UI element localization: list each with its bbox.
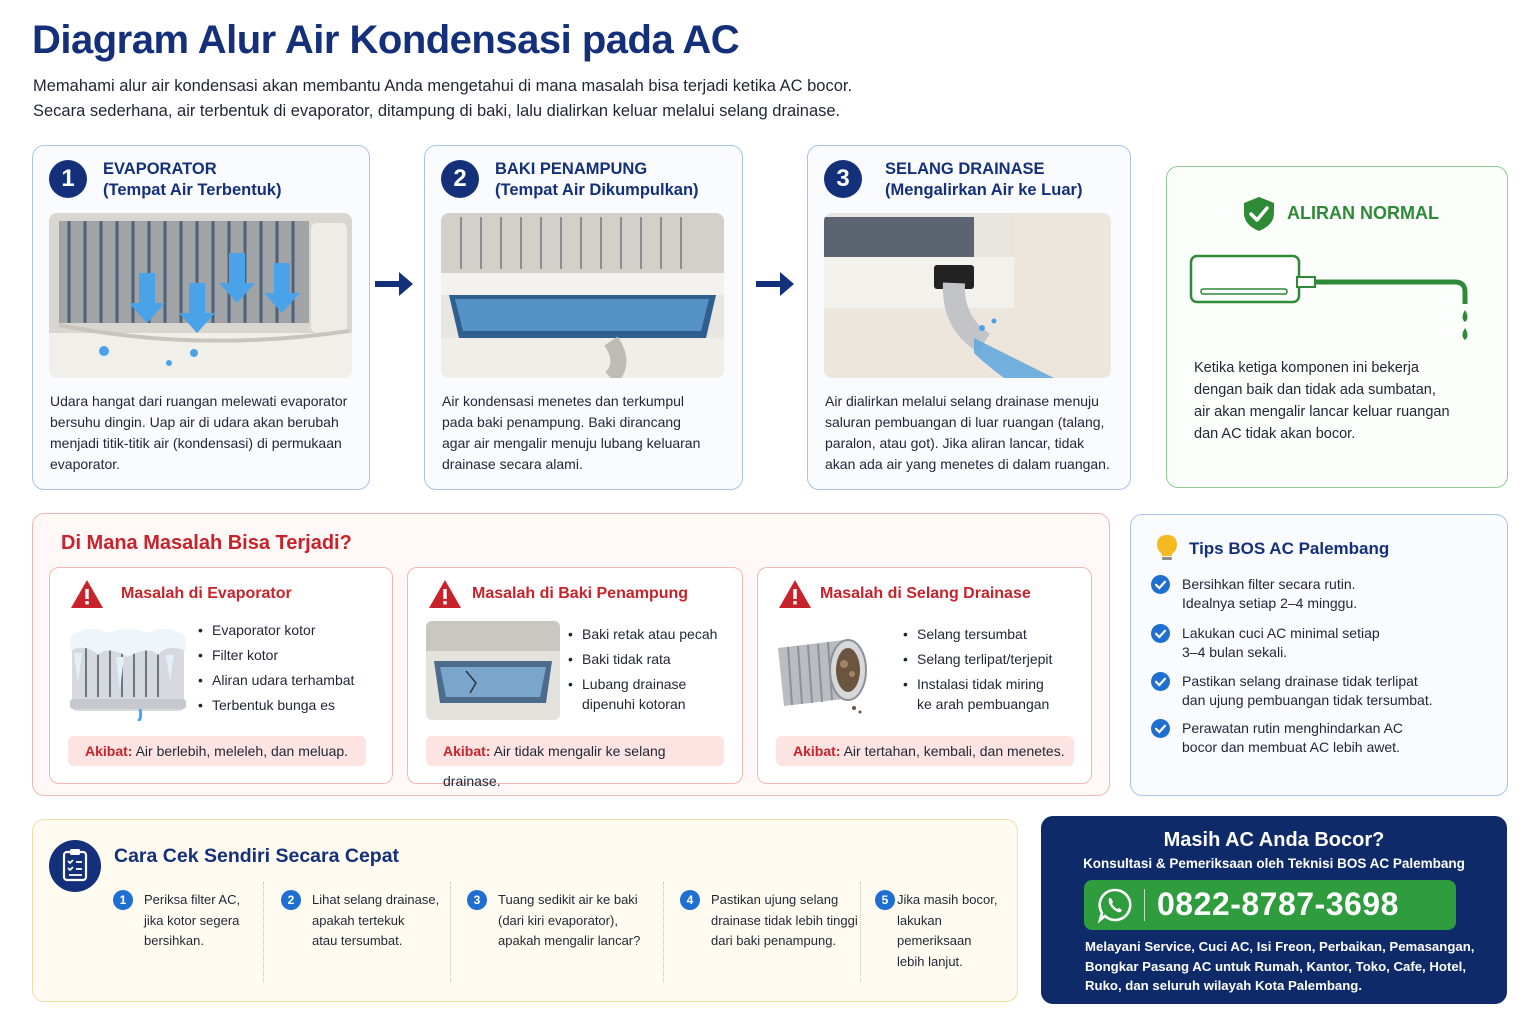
step-title-line1: SELANG DRAINASE [885,160,1045,178]
tip-text [1182,672,1482,710]
step-divider [860,882,861,982]
tips-title: Tips BOS AC Palembang [1189,539,1390,558]
tip-line: Bersihkan filter secara rutin. [1182,576,1356,592]
tip-line: bocor dan membuat AC lebih awet. [1182,739,1400,755]
check-step-text [312,890,472,952]
problem-item: • Selang terlipat/terjepit [903,649,1052,669]
step-title [103,159,281,201]
check-step-number: 3 [467,890,487,910]
step-title-line1: BAKI PENAMPUNG [495,160,648,178]
tip-line: Pastikan selang drainase tidak terlipat [1182,673,1418,689]
step-title-line2: (Tempat Air Dikumpulkan) [495,181,699,199]
cta-subheading: Konsultasi & Pemeriksaan oleh Teknisi BOS AC Palembang [1083,856,1465,871]
intro-text [33,74,933,124]
check-step-line: lebih lanjut. [897,953,963,969]
problem-item: • Selang tersumbat [903,624,1052,644]
check-step-line: dari baki penampung. [711,933,837,948]
step-desc-line: paralon, atau got). Jika aliran lancar, tidak [825,435,1085,451]
step-title-line2: (Tempat Air Terbentuk) [103,181,282,199]
problem-item: • Evaporator kotor [198,620,354,640]
normal-flow-title: ALIRAN NORMAL [1287,203,1439,223]
ac-drain-illustration [1189,252,1479,362]
baki-image [441,213,724,378]
step-title [885,159,1082,201]
akibat-label: Akibat: [85,743,133,759]
normal-text-line: dan AC tidak akan bocor. [1194,426,1356,442]
step-desc-line: agar air mengalir menuju lubang keluaran [442,435,701,451]
step-card-selang [807,145,1131,490]
evaporator-image [49,213,352,378]
check-step-number: 5 [875,890,895,910]
step-card-baki [424,145,743,490]
akibat-text: Air tertahan, kembali, dan menetes. [843,743,1065,759]
check-step-line: Pastikan ujung selang [711,892,839,907]
problems-section [32,513,1110,796]
check-step-text [897,890,1017,972]
phone-number[interactable]: 0822-8787-3698 [1157,886,1399,922]
step-number: 2 [441,160,479,198]
problem-item: • Aliran udara terhambat [198,670,354,690]
check-circle-icon [1151,624,1170,643]
intro-line-1: Memahami alur air kondensasi akan membantu Anda mengetahui di mana masalah bisa terjadi ketika AC bocor. [33,77,853,95]
normal-flow-card [1166,166,1508,488]
step-description [50,391,347,475]
cta-desc-line: Bongkar Pasang AC untuk Rumah, Kantor, Toko, Cafe, Hotel, [1085,958,1467,974]
quick-check-title: Cara Cek Sendiri Secara Cepat [114,845,400,867]
problem-card-evaporator [49,567,393,784]
normal-text-line: Ketika ketiga komponen ini bekerja [1194,360,1419,376]
problem-list [903,624,1052,719]
check-step-line: jika kotor segera [144,912,240,928]
problem-card-baki [407,567,743,789]
phone-divider [1144,889,1145,921]
tip-text [1182,624,1482,662]
tip-line: Idealnya setiap 2–4 minggu. [1182,595,1358,611]
check-step-text [144,890,304,952]
arrow-right-icon [373,268,415,300]
check-step-line: drainase tidak lebih tinggi [711,912,858,928]
problem-card-selang [757,567,1092,784]
tip-line: Lakukan cuci AC minimal setiap [1182,625,1380,641]
whatsapp-phone-button[interactable] [1084,880,1456,930]
cta-desc-line: Ruko, dan seluruh wilayah Kota Palembang. [1085,978,1362,993]
lightbulb-icon [1156,534,1178,562]
problem-item: • Baki retak atau pecah [568,624,717,644]
tip-text [1182,719,1482,757]
problem-item: • Lubang drainase [568,674,717,694]
check-step-line: apakah mengalir lancar? [498,933,641,948]
check-step-number: 4 [680,890,700,910]
step-desc-line: Air dialirkan melalui selang drainase menuju [825,393,1099,409]
check-step-line: Tuang sedikit air ke baki [498,892,638,907]
clipboard-icon [49,840,101,892]
cta-desc-line: Melayani Service, Cuci AC, Isi Freon, Perbaikan, Pemasangan, [1085,939,1475,954]
warning-icon [428,578,462,610]
check-step-line: Periksa filter AC, [144,892,241,907]
problem-item-continuation: dipenuhi kotoran [582,696,686,712]
akibat-text: Air tidak mengalir ke selang drainase. [443,743,666,789]
check-step-line: bersihkan. [144,933,204,948]
problem-card-title: Masalah di Evaporator [121,585,292,602]
step-desc-line: Udara hangat dari ruangan melewati evaporator [50,393,348,409]
arrow-right-icon [754,268,796,300]
problem-list [568,624,717,719]
step-divider [450,882,451,982]
akibat-label: Akibat: [443,743,491,759]
step-title-line2: (Mengalirkan Air ke Luar) [885,181,1083,199]
problems-title: Di Mana Masalah Bisa Terjadi? [61,532,352,554]
akibat-text: Air berlebih, meleleh, dan meluap. [135,743,349,759]
page-title: Diagram Alur Air Kondensasi pada AC [32,18,740,62]
check-step-line: atau tersumbat. [312,933,403,948]
warning-icon [70,578,104,610]
step-desc-line: akan ada air yang menetes di dalam ruangan. [825,456,1110,472]
step-desc-line: pada baki penampung. Baki dirancang [442,414,681,430]
step-desc-line: saluran pembuangan di luar ruangan (talang, [825,414,1105,430]
step-desc-line: drainase secara alami. [442,456,583,472]
check-step-line: apakah tertekuk [312,912,405,928]
clogged-hose-image [774,628,874,718]
problem-item: • Terbentuk bunga es [198,695,354,715]
check-circle-icon [1151,575,1170,594]
check-step-text [498,890,658,952]
step-title [495,159,699,201]
akibat-box [776,736,1074,766]
problem-item: • Instalasi tidak miring [903,674,1052,694]
selang-image [824,213,1111,378]
step-description [825,391,1110,475]
cta-heading: Masih AC Anda Bocor? [1163,829,1385,851]
tips-card [1130,514,1508,796]
normal-text-line: air akan mengalir lancar keluar ruangan [1194,404,1450,420]
contact-cta [1041,816,1507,1004]
shield-check-icon [1242,196,1276,232]
whatsapp-icon [1097,887,1133,923]
check-step-line: Lihat selang drainase, [312,892,440,907]
check-circle-icon [1151,719,1170,738]
problem-list [198,620,354,720]
intro-line-2: Secara sederhana, air terbentuk di evaporator, ditampung di baki, lalu dialirkan keluar melalui selang drainase. [33,102,841,120]
problem-item-continuation: ke arah pembuangan [917,696,1050,712]
cta-description [1085,937,1485,996]
normal-text-line: dengan baik dan tidak ada sumbatan, [1194,382,1436,398]
tip-line: 3–4 bulan sekali. [1182,644,1288,660]
check-step-line: lakukan pemeriksaan [897,912,972,948]
tip-line: dan ujung pembuangan tidak tersumbat. [1182,692,1433,708]
tip-line: Perawatan rutin menghindarkan AC [1182,720,1404,736]
akibat-box [68,736,366,766]
normal-flow-text [1194,357,1484,445]
quick-check-section [32,819,1018,1002]
check-step-text [711,890,871,952]
step-divider [263,882,264,982]
problem-item: • Baki tidak rata [568,649,717,669]
problem-item: • Filter kotor [198,645,354,665]
check-step-number: 2 [281,890,301,910]
problem-card-title: Masalah di Selang Drainase [820,585,1031,602]
step-card-evaporator [32,145,370,490]
step-description [442,391,700,475]
step-number: 3 [824,160,862,198]
check-step-line: Jika masih bocor, [897,892,998,907]
warning-icon [778,578,812,610]
step-desc-line: evaporator. [50,456,121,472]
step-divider [663,882,664,982]
frozen-evaporator-image [68,623,188,721]
check-step-number: 1 [113,890,133,910]
step-title-line1: EVAPORATOR [103,160,217,178]
check-circle-icon [1151,672,1170,691]
step-number: 1 [49,160,87,198]
problem-card-title: Masalah di Baki Penampung [472,585,689,602]
step-desc-line: menjadi titik-titik air (kondensasi) di permukaan [50,435,342,451]
akibat-label: Akibat: [793,743,841,759]
tip-text [1182,575,1482,613]
step-desc-line: Air kondensasi menetes dan terkumpul [442,393,685,409]
check-step-line: (dari kiri evaporator), [498,912,618,928]
akibat-box [426,736,724,789]
broken-tray-image [426,621,560,720]
step-desc-line: bersuhu dingin. Uap air di udara akan berubah [50,414,339,430]
